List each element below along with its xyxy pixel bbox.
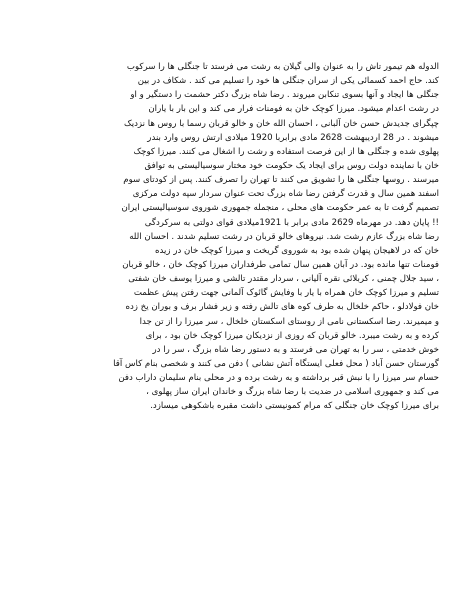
text-line: برای میرزا کوچک خان جنگلی که مرام کمونیستی داشت مقبره باشکوهی میسازد. <box>150 401 439 412</box>
text-line: خوش خدمتی ، سر را به تهران می فرستد و به دستور رضا شاه بزرگ ، سر را در <box>152 344 439 355</box>
text-line: حسام سر میرزا را با نبش قبر برداشته و به رشت برده و در محلی بنام سلیمان داراب دفن <box>118 373 439 384</box>
text-line: پهلوی شده و جنگلی ها از این فرصت استفاده و رشت را اشغال می کنند. میرزا کوچک <box>133 146 439 157</box>
text-line: میشوند . در 28 اردیبهشت 2628 مادی برابربا 1920 میلادی ارتش روس وارد بندر <box>147 132 439 143</box>
text-line: فومنات تنها مانده بود. در آبان همین سال تمامی طرفداران میرزا کوچک خان ، خالو قربان <box>122 259 439 270</box>
text-line: رضا شاه بزرگ عازم رشت شد. نیروهای خالو قربان در رشت تسلیم شدند . احسان الله <box>129 231 439 242</box>
text-line: می کند و جمهوری اسلامی در ضدیت با رضا شاه بزرگ و خاندان ایران ساز پهلوی ، <box>146 387 439 398</box>
text-line: ، سید جلال چمنی ، کربلائی نقره آلیانی ، سردار مقتدر تالشی و میرزا یوسف خان شفتی <box>128 274 439 285</box>
text-line: گورستان حسن آباد ( محل فعلی ایستگاه آتش نشانی ) دفن می کنند و شخصی بنام کاس آقا <box>113 358 439 369</box>
text-line: تسلیم و میرزا کوچک خان همراه با یار با وفایش گائوک آلمانی جهت رفتن پیش عظمت <box>133 288 439 299</box>
text-line: چپگرای جدیدش حسن خان آلبانی ، احسان الله خان و خالو قربان رسما با روس ها نزدیک <box>124 118 439 129</box>
text-line: خان که در لاهیجان پنهان شده بود به شوروی گریخت و میرزا کوچک خان در زیده <box>155 245 439 256</box>
text-line: خان فولادلو ، حاکم خلخال به طرف کوه های تالش رفته و زیر فشار برف و بوران یخ زده <box>125 302 439 313</box>
text-line: الدوله هم تیمور تاش را به عنوان والی گیلان به رشت می فرستد تا جنگلی ها را سرکوب <box>126 62 439 72</box>
text-line: میرسند . روسها جنگلی ها را تشویق می کنند تا تهران را تصرف کنند. پس از کودتای سوم <box>123 175 439 186</box>
body-text <box>22 60 439 414</box>
text-line: کرده و به رشت میبرد. خالو قربان که روزی از نزدیکان میرزا کوچک خان بود ، برای <box>145 330 439 341</box>
text-line: خان با نماینده دولت روس برای ایجاد یک حکومت خود مختار سوسیالیستی به توافق <box>144 160 439 171</box>
text-line: اسفند همین سال و قدرت گرفتن رضا شاه بزرگ تحت عنوان سردار سپه دولت مرکزی <box>132 189 439 200</box>
text-line: و میمیرند. رضا اسکستانی نامی از روستای اسکستان خلخال ، سر میرزا را از تن جدا <box>139 316 439 327</box>
text-line: تصمیم گرفت تا به عمر حکومت های محلی ، منجمله جمهوری شوروی سوسیالیستی ایران <box>121 203 439 214</box>
text-line: !! پایان دهد. در مهرماه 2629 مادی برابر با 1921میلادی قوای دولتی به سرکردگی <box>144 217 439 228</box>
text-line: در رشت اعدام میشود. میرزا کوچک خان به فومنات فرار می کند و این بار با یاران <box>148 104 439 115</box>
text-line: کند. حاج احمد کسمائی یکی از سران جنگلی ها خود را تسلیم می کند . شکاف در بین <box>137 76 439 87</box>
text-line: جنگلی ها ایجاد و آنها بسوی تنکابن میروند . رضا شاه بزرگ دکتر حشمت را دستگیر و او <box>130 90 439 101</box>
